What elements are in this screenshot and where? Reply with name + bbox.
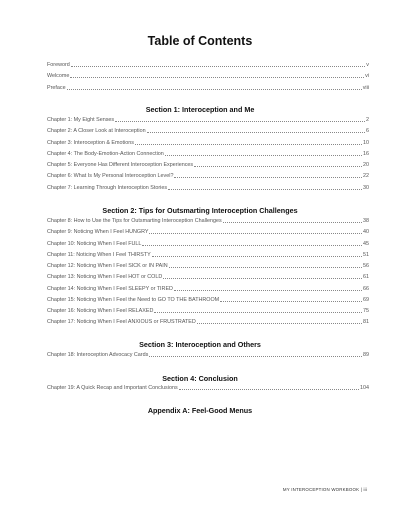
section-heading: Section 3: Interoception and Others	[139, 340, 261, 349]
dot-leader	[149, 356, 362, 357]
toc-entry[interactable]	[47, 274, 369, 280]
entry-label: Chapter 2: A Closer Look at Interoception	[47, 128, 146, 135]
entry-page: 89	[363, 352, 369, 358]
entry-label: Chapter 11: Noticing When I Feel THIRSTY	[47, 251, 151, 258]
dot-leader	[223, 222, 362, 223]
dot-leader	[70, 77, 364, 78]
dot-leader	[194, 166, 362, 167]
entry-page: 6	[366, 128, 369, 135]
dot-leader	[142, 245, 362, 246]
toc-entry[interactable]	[47, 185, 369, 191]
entry-page: 61	[363, 274, 369, 281]
toc-entry[interactable]	[47, 229, 369, 235]
entry-page: vi	[365, 73, 369, 80]
entry-label: Chapter 15: Noticing When I Feel the Need to GO TO THE BATHROOM	[47, 296, 220, 303]
dot-leader	[169, 267, 362, 268]
toc-entry[interactable]	[47, 117, 369, 123]
toc-entry[interactable]	[47, 162, 369, 168]
dot-leader	[197, 323, 362, 324]
dot-leader	[147, 132, 365, 133]
toc-entry[interactable]	[47, 297, 369, 303]
entry-page: viii	[362, 84, 369, 91]
toc-entry[interactable]	[47, 62, 369, 68]
section-heading: Section 2: Tips for Outsmarting Interoception Challenges	[102, 206, 298, 215]
toc-entry[interactable]	[47, 85, 369, 91]
entry-page: v	[366, 62, 369, 68]
entry-label: Chapter 8: How to Use the Tips for Outsmarting Interoception Challenges	[47, 218, 222, 224]
entry-label: Chapter 9: Noticing When I Feel HUNGRY	[47, 229, 149, 236]
entry-page: 51	[363, 251, 369, 258]
section-heading: Section 4: Conclusion	[162, 374, 238, 383]
entry-label: Chapter 14: Noticing When I Feel SLEEPY or TIRED	[47, 285, 173, 292]
entry-label: Chapter 3: Interoception & Emotions	[47, 139, 134, 146]
entry-label: Chapter 17: Noticing When I Feel ANXIOUS or FRUSTRATED	[47, 319, 196, 326]
toc-entry[interactable]	[47, 73, 369, 79]
entry-page: 2	[366, 117, 369, 123]
section-1-list	[47, 117, 369, 196]
dot-leader	[71, 66, 366, 67]
dot-leader	[168, 189, 362, 190]
toc-entry[interactable]	[47, 263, 369, 269]
entry-label: Chapter 6: What Is My Personal Interoception Level?	[47, 173, 174, 180]
dot-leader	[115, 121, 365, 122]
entry-page: 30	[363, 184, 369, 191]
toc-entry[interactable]	[47, 218, 369, 224]
dot-leader	[135, 144, 362, 145]
toc-entry[interactable]	[47, 252, 369, 258]
toc-entry[interactable]	[47, 352, 369, 358]
toc-entry[interactable]	[47, 385, 369, 391]
entry-page: 22	[363, 173, 369, 180]
entry-page: 81	[363, 319, 369, 326]
page-footer: MY INTEROCEPTION WORKBOOK | iii	[282, 487, 367, 492]
entry-page: 40	[363, 229, 369, 236]
entry-label: Chapter 12: Noticing When I Feel SICK or IN PAIN	[47, 263, 168, 269]
toc-entry[interactable]	[47, 140, 369, 146]
dot-leader	[154, 312, 362, 313]
entry-label: Welcome	[47, 73, 70, 80]
dot-leader	[149, 233, 362, 234]
entry-page: 56	[363, 263, 369, 269]
entry-label: Chapter 16: Noticing When I Feel RELAXED	[47, 308, 154, 314]
dot-leader	[152, 256, 362, 257]
entry-label: Chapter 18: Interoception Advocacy Cards	[47, 352, 149, 358]
entry-page: 38	[363, 218, 369, 224]
dot-leader	[165, 155, 362, 156]
toc-entry[interactable]	[47, 151, 369, 157]
section-heading[interactable]: Appendix A: Feel-Good Menus	[147, 406, 253, 415]
entry-label: Chapter 13: Noticing When I Feel HOT or COLD	[47, 274, 163, 281]
toc-entry[interactable]	[47, 241, 369, 247]
entry-label: Chapter 5: Everyone Has Different Interoception Experiences	[47, 162, 194, 168]
dot-leader	[220, 301, 362, 302]
entry-label: Chapter 4: The Body-Emotion-Action Connection	[47, 150, 164, 157]
toc-entry[interactable]	[47, 128, 369, 134]
entry-label: Chapter 1: My Eight Senses	[47, 117, 115, 123]
dot-leader	[67, 89, 362, 90]
entry-page: 104	[360, 385, 369, 391]
page-title: Table of Contents	[147, 34, 253, 48]
entry-label: Foreword	[47, 62, 70, 68]
entry-page: 75	[363, 308, 369, 314]
entry-page: 66	[363, 285, 369, 292]
dot-leader	[179, 389, 359, 390]
toc-entry[interactable]	[47, 319, 369, 325]
entry-label: Preface	[47, 84, 66, 91]
dot-leader	[163, 278, 362, 279]
section-4-list	[47, 385, 369, 396]
toc-entry[interactable]	[47, 308, 369, 314]
section-2-list	[47, 218, 369, 331]
front-matter-list	[47, 62, 369, 96]
entry-label: Chapter 7: Learning Through Interoception Stories	[47, 184, 168, 191]
entry-page: 69	[363, 296, 369, 303]
toc-entry[interactable]	[47, 286, 369, 292]
section-3-list	[47, 352, 369, 363]
entry-page: 10	[363, 139, 369, 146]
section-heading: Section 1: Interoception and Me	[145, 105, 255, 114]
entry-label: Chapter 19: A Quick Recap and Important Conclusions	[47, 385, 178, 391]
entry-page: 16	[363, 150, 369, 157]
entry-page: 45	[363, 240, 369, 247]
dot-leader	[174, 177, 362, 178]
toc-entry[interactable]	[47, 173, 369, 179]
dot-leader	[174, 290, 362, 291]
entry-label: Chapter 10: Noticing When I Feel FULL	[47, 240, 142, 247]
entry-page: 20	[363, 162, 369, 168]
